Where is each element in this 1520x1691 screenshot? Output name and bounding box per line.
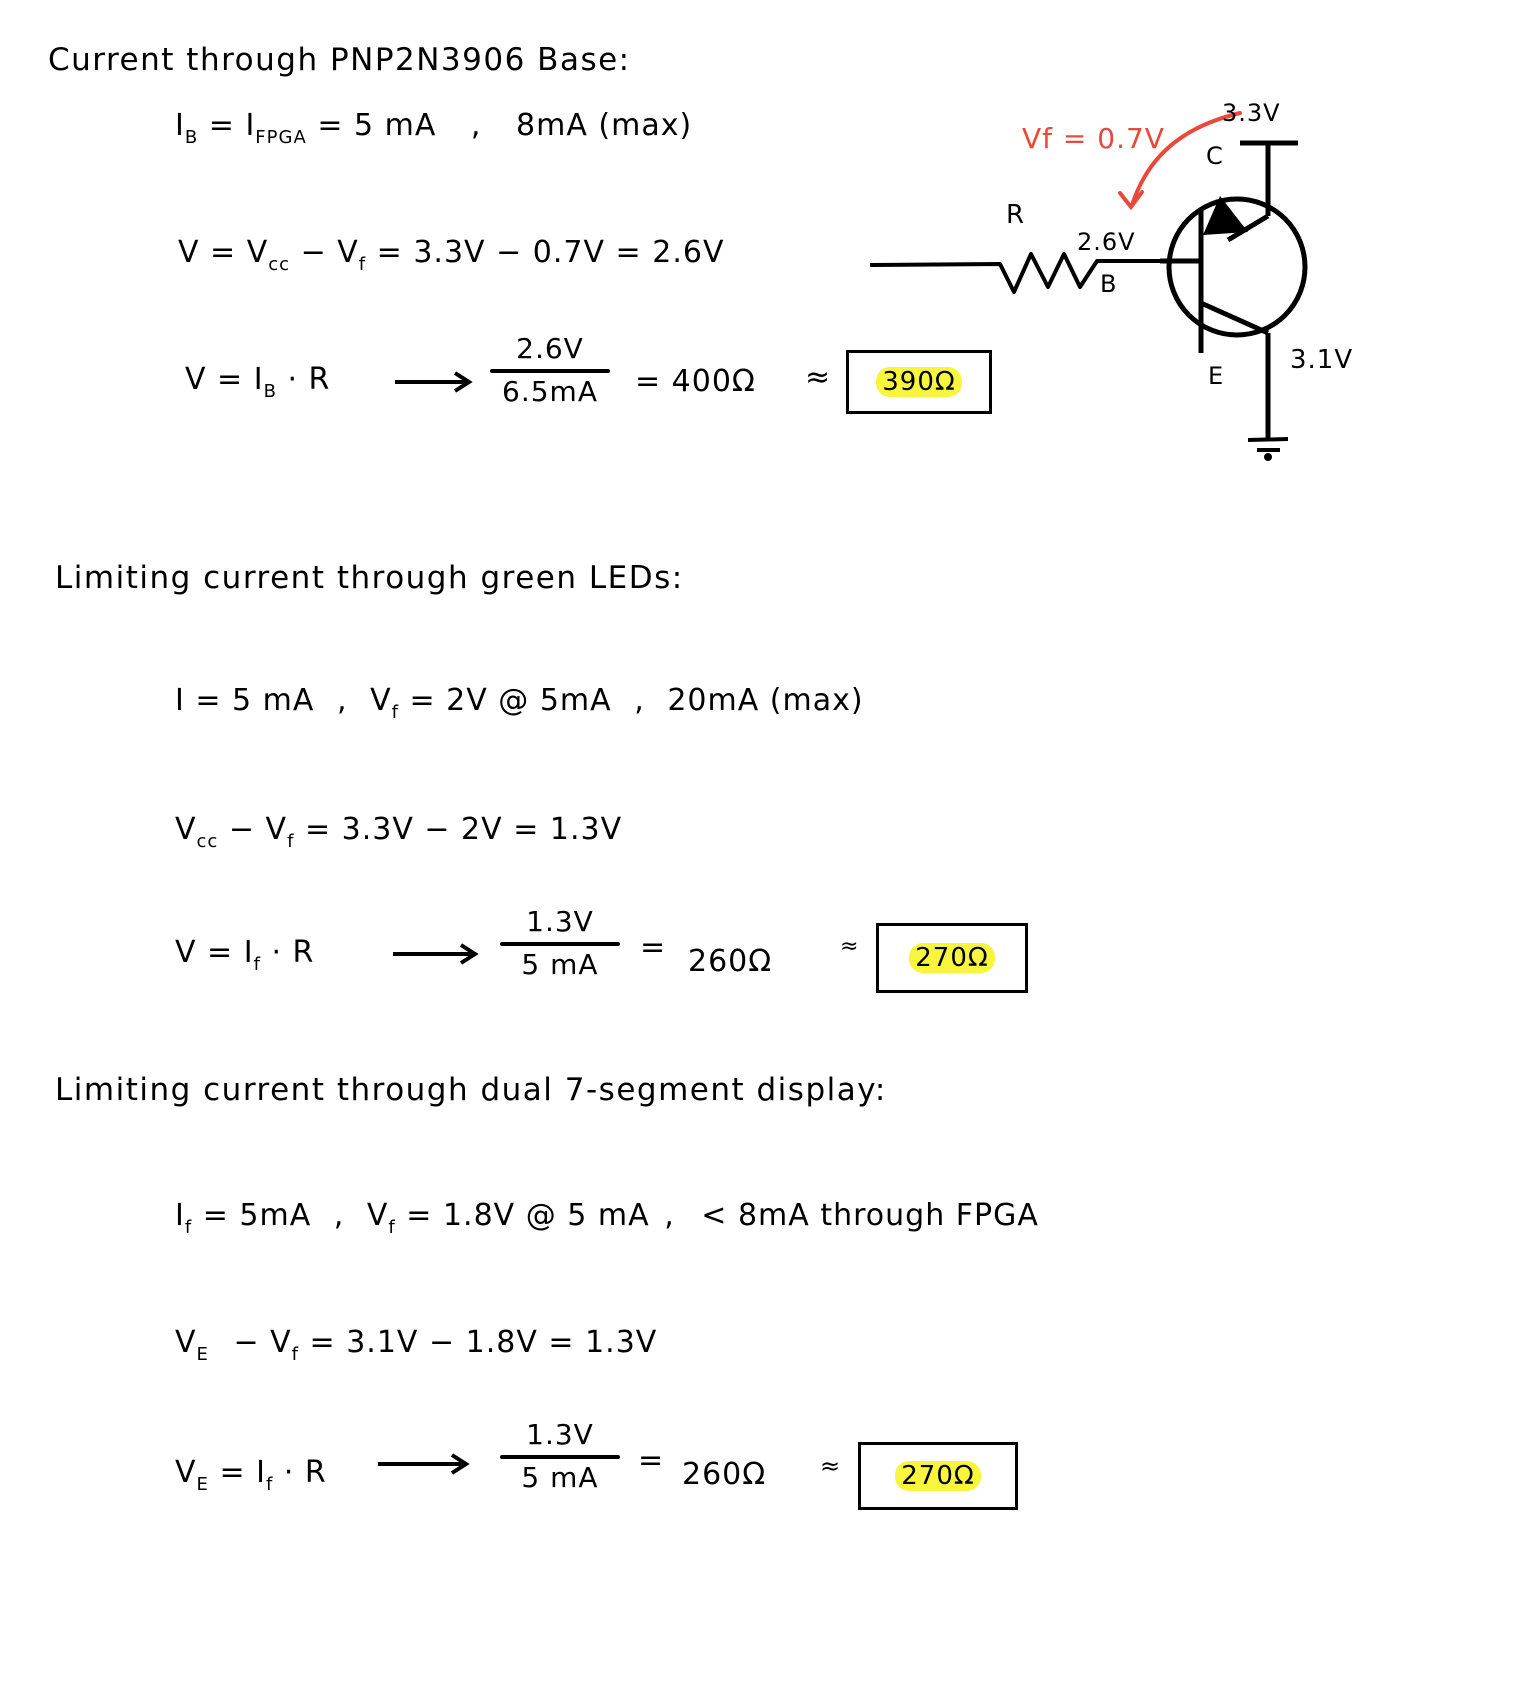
display-current: = 5mA (192, 1198, 312, 1233)
if-symbol: I (175, 1198, 185, 1233)
separator: , (336, 683, 348, 718)
display-vf: = 1.8V @ 5 mA (395, 1198, 650, 1233)
fraction-3 (500, 1418, 620, 1494)
right-arrow-icon (378, 1454, 473, 1474)
f-subscript: f (388, 1217, 396, 1238)
numerator: 1.3V (526, 905, 594, 938)
f-subscript: f (391, 702, 399, 723)
ohms-law-equation-2 (175, 935, 315, 975)
f-subscript: f (265, 1474, 274, 1495)
f-subscript: f (358, 254, 367, 275)
v-if: V = I (175, 935, 254, 970)
approx-symbol: ≈ (805, 360, 832, 395)
equals-if: = I (208, 1455, 266, 1490)
resistor-label: R (1006, 200, 1026, 230)
denominator: 5 mA (521, 948, 599, 981)
collector-label: C (1206, 142, 1224, 170)
section3-heading: Limiting current through dual 7-segment display: (55, 1072, 887, 1108)
numerator: 2.6V (516, 332, 584, 365)
base-label: B (1100, 270, 1118, 298)
emitter-label: E (1208, 362, 1225, 390)
highlighted-answer: 390Ω (876, 367, 962, 397)
v-symbol: V (175, 1325, 197, 1360)
minus-vf: − V (290, 235, 359, 270)
v-symbol: V (175, 812, 197, 847)
answer-box-270-display (858, 1442, 1018, 1510)
e-subscript: E (196, 1344, 209, 1365)
equals-sign: = (638, 1443, 665, 1478)
cc-subscript: cc (268, 254, 291, 275)
denominator: 5 mA (521, 1461, 599, 1494)
separator: , (470, 108, 482, 143)
base-voltage-label: 2.6V (1077, 228, 1136, 256)
numerator: 1.3V (526, 1418, 594, 1451)
v-symbol: V (175, 1455, 197, 1490)
voltage-result: = 3.3V − 2V = 1.3V (294, 812, 623, 847)
cc-subscript: cc (196, 831, 219, 852)
approx-symbol: ≈ (820, 1452, 842, 1480)
equals-sign: = (640, 930, 667, 965)
f-subscript: f (287, 831, 295, 852)
led-vf: = 2V @ 5mA (398, 683, 612, 718)
voltage-result: = 3.3V − 0.7V = 2.6V (366, 235, 725, 270)
f-subscript: f (184, 1217, 193, 1238)
denominator: 6.5mA (502, 375, 598, 408)
separator: , (664, 1198, 675, 1233)
f-subscript: f (253, 954, 261, 975)
ib-subscript: B (184, 127, 199, 148)
display-voltage-drop-equation (175, 1325, 658, 1365)
right-arrow-icon (393, 944, 483, 964)
led-current-spec (175, 683, 864, 723)
ifpga-symbol: = I (208, 108, 256, 143)
ib-symbol: I (175, 108, 185, 143)
calculated-resistance-3: 260Ω (682, 1457, 767, 1492)
display-current-spec (175, 1198, 1039, 1238)
b-subscript: B (263, 381, 277, 402)
resistor-icon (870, 254, 1200, 292)
times-r: · R (276, 362, 331, 397)
separator: , (333, 1198, 345, 1233)
led-current: I = 5 mA (175, 683, 315, 718)
highlighted-answer: 270Ω (895, 1461, 981, 1491)
pnp-transistor-circuit (0, 0, 1520, 500)
f-subscript: f (291, 1344, 299, 1365)
minus-vf: − V (218, 812, 288, 847)
e-subscript: E (196, 1474, 209, 1495)
section2-heading: Limiting current through green LEDs: (55, 560, 684, 596)
ib-value: = 5 mA (317, 108, 437, 143)
fraction-2 (500, 905, 620, 981)
vf-annotation: Vf = 0.7V (1022, 122, 1165, 155)
section1-heading: Current through PNP2N3906 Base: (48, 42, 631, 78)
times-r: · R (273, 1455, 327, 1490)
emitter-voltage: 3.1V (1290, 345, 1354, 375)
vf-symbol: V (370, 683, 392, 718)
collector-voltage: 3.3V (1222, 99, 1281, 127)
ground-icon (1248, 439, 1288, 459)
fpga-subscript: FPGA (255, 127, 307, 148)
v-ib: V = I (185, 362, 264, 397)
calculated-resistance-1: = 400Ω (635, 364, 756, 399)
v-vcc: V = V (178, 235, 269, 270)
ib-max: 8mA (max) (516, 108, 693, 143)
vf-symbol: V (366, 1198, 389, 1233)
minus-vf: − V (222, 1325, 292, 1360)
highlighted-answer: 270Ω (909, 943, 995, 973)
times-r: · R (260, 935, 315, 970)
approx-symbol: ≈ (840, 934, 860, 959)
led-voltage-drop-equation (175, 812, 623, 852)
answer-box-270-led (876, 923, 1028, 993)
separator: , (634, 683, 645, 718)
led-max-current: 20mA (max) (667, 683, 864, 718)
ohms-law-equation-3 (175, 1455, 327, 1495)
fpga-current-limit: < 8mA through FPGA (701, 1198, 1039, 1233)
calculated-resistance-2: 260Ω (688, 944, 773, 979)
voltage-result: = 3.1V − 1.8V = 1.3V (298, 1325, 658, 1360)
